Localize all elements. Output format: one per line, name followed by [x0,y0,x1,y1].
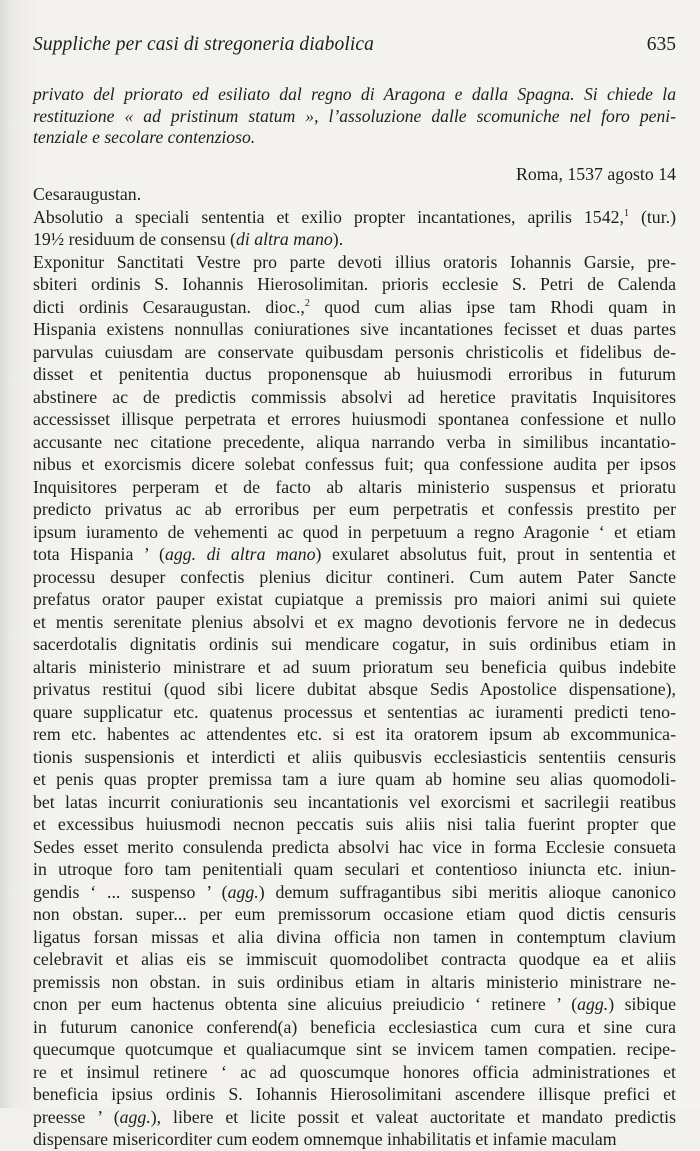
text-segment: re et insimul retinere ‘ ac ad quoscumque honores officia administrationes et [33,1061,676,1082]
text-segment: tota Hispania ’ ( [33,544,165,564]
text-segment: preesse ’ ( [33,1106,120,1127]
text-segment: ), libere et licite possit et valeat auctoritate et mandato predictis [150,1106,676,1127]
document-summary [33,84,676,149]
text-segment: Cesaraugustan. [33,184,142,204]
body-line [33,633,676,656]
body-line [33,858,676,881]
text-segment: bet latas incurrit coniurationis seu incantationis vel exorcismi et sacrilegii reatibus [33,791,676,812]
text-segment: Inquisitores perperam et de facto ab altaris ministerio suspensus et prioratu [33,476,676,497]
text-segment: accusante nec citatione precedente, aliqua narrando verba in similibus incantatio- [33,431,676,452]
body-line [33,1106,676,1129]
text-segment: (tur.) [628,206,676,227]
text-segment: ipsum iuramento de vehementi ac quod in perpetuum a regno Aragonie ‘ et etiam [33,521,676,542]
text-segment: cnon per eum hactenus obtenta sine alicuius preiudicio ‘ retinere ’ ( [33,994,578,1014]
text-segment: altaris ministerio ministrare et ad suum prioratum seu beneficia quibus indebite [33,656,676,677]
body-line [33,431,676,454]
editorial-note: agg. di altra mano [164,544,316,564]
body-line [33,498,676,521]
body-line [33,768,676,791]
text-segment: abstinere ac de predictis commissis absolvi ad heretice pravitatis Inquisitores [33,386,676,407]
text-segment: nibus et exorcismis dicere solebat confessus fuit; qua confessione audita per ipsos [33,454,676,474]
body-line [33,723,676,746]
text-segment: et mentis serenitate plenius absolvi et ex magno devotionis fervore ne in dedecus [33,611,676,632]
document-body [33,183,676,1151]
text-segment: ). [332,229,344,249]
text-segment: ) exularet absolutus fuit, prout in sententia et [315,544,676,564]
text-segment: quare supplicatur etc. quatenus processus et sententias ac iuramenti predicti teno- [33,701,676,722]
body-line [33,948,676,971]
text-segment: in utroque foro tam penitentiali quam seculari et contentioso iniuncta etc. iniun- [33,859,676,879]
body-line [33,701,676,724]
editorial-note: agg. [119,1106,151,1127]
editorial-note: di altra mano [235,229,333,249]
body-line [33,588,676,611]
text-segment: Exponitur Sanctitati Vestre pro parte devoti illius oratoris Iohannis Garsie, pre- [33,251,676,272]
text-segment: non obstan. super... per eum premissorum occasione etiam quod dictis censuris [33,904,676,924]
text-segment: Sedes esset merito consulenda predicta absolvi hac vice in forma Ecclesie consueta [33,836,676,857]
body-line [33,903,676,926]
body-line [33,1083,676,1106]
body-line [33,273,676,296]
body-line [33,993,676,1016]
text-segment: accessisset illisque perpetrata et errores huiusmodi spontanea confessione et nullo [33,409,676,429]
body-line [33,1128,676,1151]
footnote-marker: 2 [304,297,310,309]
body-line [33,341,676,364]
body-line [33,408,676,431]
body-line [33,881,676,904]
dateline: Roma, 1537 agosto 14 [515,164,676,184]
text-segment: sacerdotalis dignitatis ordinis sui mendicare cogatur, in suis ordinibus etiam in [33,634,676,654]
text-segment: ) sibique [608,994,676,1014]
running-title: Suppliche per casi di stregoneria diabolica [33,34,374,55]
summary-line: privato del priorato ed esiliato dal regno di Aragona e dalla Spagna. Si chiede la [33,84,676,104]
text-segment: prefatus orator pauper existat cupiatque a premissis pro maiori animi sui quiete [33,589,676,609]
body-line [33,386,676,409]
text-segment: et penis quas propter premissa tam a iure quam ab homine seu alias quomodoli- [33,769,676,789]
body-line [33,318,676,341]
text-segment: dicti ordinis Cesaraugustan. dioc., [33,296,305,317]
text-segment: et excessibus huiusmodi necnon peccatis suis aliis nisi talia fuerint propter que [33,814,676,834]
body-line [33,1016,676,1039]
body-line [33,228,676,251]
body-line [33,566,676,589]
body-line [33,926,676,949]
body-line [33,363,676,386]
body-line [33,296,676,319]
body-line [33,836,676,859]
body-line [33,656,676,679]
text-segment: processu desuper confectis plenius dicitur contineri. Cum autem Pater Sancte [33,566,676,587]
footnote-marker: 1 [623,207,629,219]
text-segment: in futurum canonice conferend(a) beneficia ecclesiastica cum cura et sine cura [33,1016,676,1037]
text-segment: gendis ‘ ... suspenso ’ ( [33,881,228,902]
text-segment: premissis non obstan. in suis ordinibus etiam in altaris ministerio ministrare ne- [33,971,676,992]
text-segment: celebravit et alias eis se immiscuit quomodolibet contracta quodque ea et aliis [33,949,676,969]
text-segment: ligatus forsan missas et alia divina officia non tamen in contemptum clavium [33,926,676,947]
body-line [33,746,676,769]
text-segment: disset et penitentia ductus proponensque ab huiusmodi erroribus in futurum [33,364,676,384]
body-line [33,678,676,701]
text-segment: ) demum suffragantibus sibi meritis alioque canonico [258,881,676,902]
summary-line: restituzione « ad pristinum statum », l’assoluzione dalle scomuniche nel foro peni- [33,105,676,126]
text-segment: rem etc. habentes ac attendentes etc. si est ita oratorem ipsum ab excommunica- [33,724,676,744]
body-line [33,183,676,206]
body-line [33,611,676,634]
text-segment: privatus restitui (quod sibi licere dubitat absque Sedis Apostolice dispensatione), [33,679,676,699]
body-line [33,476,676,499]
body-line [33,251,676,274]
text-segment: dispensare misericorditer cum eodem omnemque inhabilitatis et infamie maculam [33,1129,617,1149]
text-segment: quecumque quotcumque et qualiacumque sint se invicem tamen compatien. recipe- [33,1039,676,1059]
body-line [33,543,676,566]
body-line [33,971,676,994]
editorial-note: agg. [577,994,609,1014]
body-line [33,1061,676,1084]
text-segment: predicto privatus ac ab erroribus per eum perpetratis et confessis prestito per [33,499,676,519]
page-number: 635 [646,34,676,55]
text-segment: parvulas cuiusdam are conservate quibusdam personis christicolis et fidelibus de- [33,341,676,362]
editorial-note: agg. [227,881,259,902]
summary-line: tenziale e secolare contenzioso. [33,127,256,147]
text-segment: 19½ residuum de consensu ( [33,229,236,249]
text-segment: tionis suspensionis et interdicti et aliis quibusvis ecclesiasticis sententiis censuris [33,746,676,767]
body-line [33,453,676,476]
text-segment: sbiteri ordinis S. Iohannis Hierosolimitan. prioris ecclesie S. Petri de Calenda [33,274,676,294]
text-segment: quod cum alias ipse tam Rhodi quam in [309,296,676,317]
body-line [33,1038,676,1061]
text-segment: beneficia ipsius ordinis S. Iohannis Hierosolimitani ascendere illisque prefici et [33,1084,676,1104]
body-line [33,791,676,814]
text-segment: Absolutio a speciali sententia et exilio propter incantationes, aprilis 1542, [33,206,624,227]
body-line [33,206,676,229]
body-line [33,521,676,544]
text-segment: Hispania existens nonnullas coniurationes sive incantationes fecisset et duas partes [33,319,676,339]
page-header [33,34,676,58]
body-line [33,813,676,836]
